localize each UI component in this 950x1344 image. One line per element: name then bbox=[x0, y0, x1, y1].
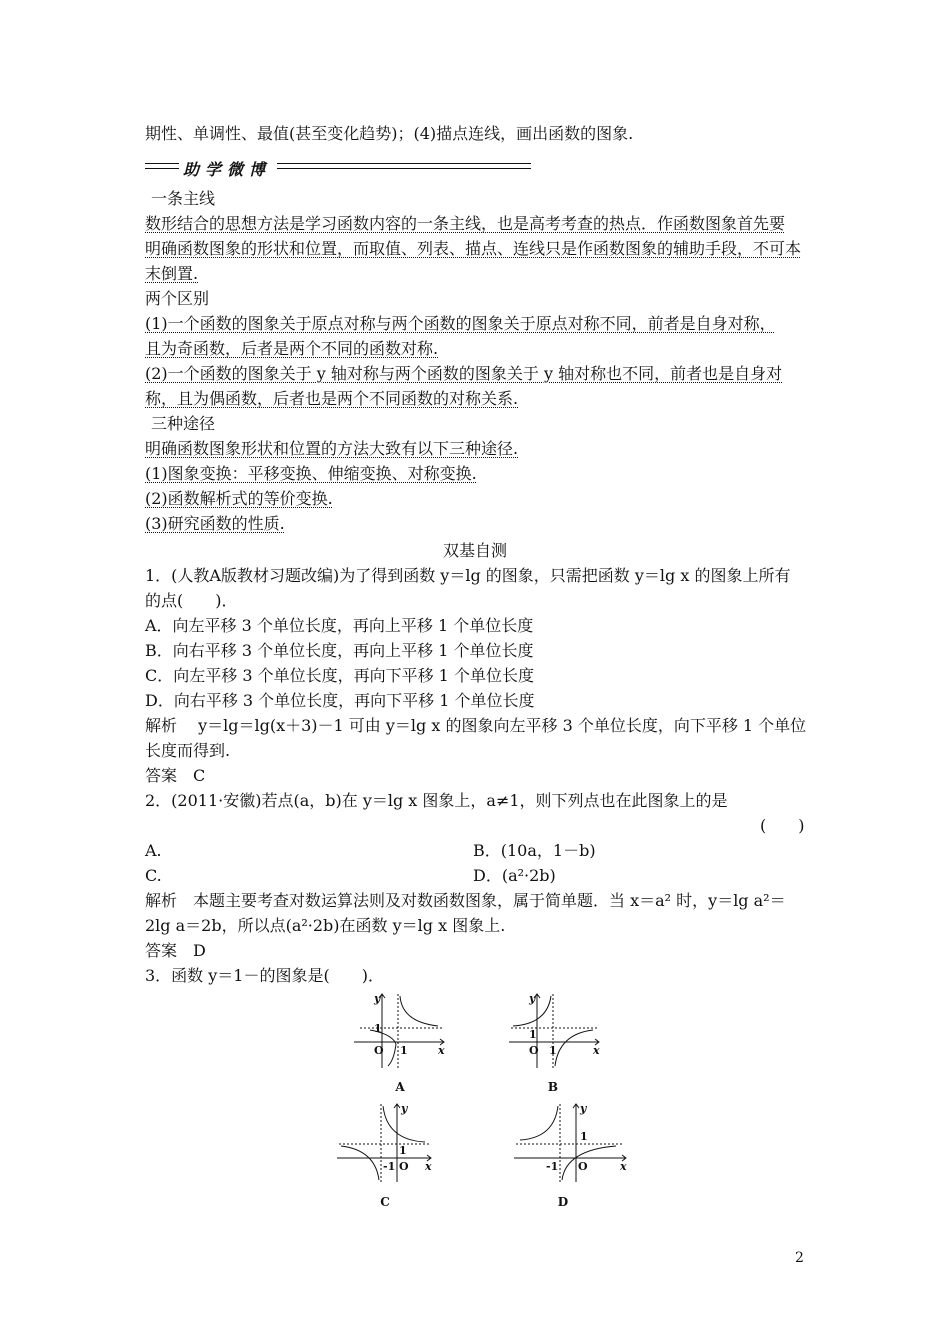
banner bbox=[145, 156, 531, 178]
graph-b-y-label: y bbox=[529, 992, 536, 1005]
main-line-text: 数形结合的思想方法是学习函数内容的一条主线，也是高考考查的热点．作函数图象首先要 bbox=[145, 214, 786, 233]
graph-a-y-label: y bbox=[374, 992, 381, 1005]
q2-option-d: D．(a²·2b) bbox=[473, 866, 556, 885]
banner-title: 助学微博 bbox=[183, 160, 272, 179]
graph-a-x-label: x bbox=[438, 1044, 445, 1057]
q1-solution: 长度而得到. bbox=[145, 741, 231, 760]
q2-paren: ( ) bbox=[760, 816, 805, 835]
q1-option-d: D．向右平移 3 个单位长度，再向下平移 1 个单位长度 bbox=[145, 691, 535, 710]
three-ways-text: (3)研究函数的性质. bbox=[145, 514, 285, 533]
graph-d-origin: O bbox=[578, 1160, 588, 1173]
two-diffs-text: 且为奇函数，后者是两个不同的函数对称. bbox=[145, 339, 439, 358]
graph-d-y-label: y bbox=[580, 1102, 587, 1115]
graph-a-origin: O bbox=[374, 1044, 384, 1057]
graph-a bbox=[350, 990, 450, 1070]
graph-b-origin: O bbox=[529, 1044, 539, 1057]
q1-option-c: C．向左平移 3 个单位长度，再向下平移 1 个单位长度 bbox=[145, 666, 534, 685]
graph-d-x-label: x bbox=[620, 1160, 627, 1173]
q1-option-a: A．向左平移 3 个单位长度，再向上平移 1 个单位长度 bbox=[145, 616, 534, 635]
graph-c-x-label: x bbox=[425, 1160, 432, 1173]
two-diffs-text: (1)一个函数的图象关于原点对称与两个函数的图象关于原点对称不同，前者是自身对称， bbox=[145, 314, 776, 333]
main-line-heading: 一条主线 bbox=[151, 189, 216, 208]
graph-d-label: D bbox=[557, 1195, 569, 1209]
q2-option-b: B．(10a，1－b) bbox=[473, 841, 596, 860]
three-ways-text: (1)图象变换：平移变换、伸缩变换、对称变换. bbox=[145, 464, 477, 483]
graph-a-one-x: 1 bbox=[400, 1044, 408, 1057]
graph-c-one: 1 bbox=[399, 1144, 407, 1157]
q2-option-a: A. bbox=[145, 841, 162, 860]
graph-b-one-x: 1 bbox=[549, 1044, 557, 1057]
q2-option-c: C. bbox=[145, 866, 162, 885]
two-diffs-text: (2)一个函数的图象关于 y 轴对称与两个函数的图象关于 y 轴对称也不同，前者也是自身对 bbox=[145, 364, 783, 383]
q2-answer: 答案 D bbox=[145, 941, 206, 960]
graph-c-y-label: y bbox=[401, 1102, 408, 1115]
graph-d bbox=[512, 1100, 632, 1184]
graph-c-neg-one: -1 bbox=[383, 1160, 396, 1173]
three-ways-text: 明确函数图象形状和位置的方法大致有以下三种途径. bbox=[145, 439, 519, 458]
page-number: 2 bbox=[795, 1250, 804, 1266]
graph-b bbox=[505, 990, 605, 1070]
q1-answer: 答案 C bbox=[145, 766, 206, 785]
q1-solution: 解析 y＝lg＝lg(x＋3)－1 可由 y＝lg x 的图象向左平移 3 个单位长度，向下平移 1 个单位 bbox=[145, 716, 807, 735]
graph-b-one: 1 bbox=[529, 1028, 537, 1041]
two-diffs-heading: 两个区别 bbox=[145, 289, 210, 308]
main-line-text: 明确函数图象的形状和位置，而取值、列表、描点、连线只是作函数图象的辅助手段，不可本 bbox=[145, 239, 802, 258]
q1-option-b: B．向右平移 3 个单位长度，再向上平移 1 个单位长度 bbox=[145, 641, 534, 660]
graph-d-neg-one: -1 bbox=[546, 1160, 559, 1173]
q2-solution: 2lg a＝2b，所以点(a²·2b)在函数 y＝lg x 图象上. bbox=[145, 916, 506, 935]
graph-d-one: 1 bbox=[580, 1130, 588, 1143]
graph-a-label: A bbox=[395, 1080, 405, 1094]
section-title: 双基自测 bbox=[442, 541, 507, 560]
q2-solution: 解析 本题主要考查对数运算法则及对数函数图象，属于简单题．当 x＝a² 时，y＝lg a²＝ bbox=[145, 891, 786, 910]
graph-c-label: C bbox=[380, 1195, 390, 1209]
q1-stem: 的点( )． bbox=[145, 591, 238, 610]
three-ways-heading: 三种途径 bbox=[151, 414, 216, 433]
graph-b-label: B bbox=[547, 1080, 559, 1094]
graph-b-x-label: x bbox=[593, 1044, 600, 1057]
main-line-text: 末倒置. bbox=[145, 264, 199, 283]
q1-stem: 1．(人教A版教材习题改编)为了得到函数 y＝lg 的图象，只需把函数 y＝lg x 的图象上所有 bbox=[145, 566, 791, 585]
three-ways-text: (2)函数解析式的等价变换. bbox=[145, 489, 333, 508]
graph-a-one: 1 bbox=[374, 1022, 382, 1035]
two-diffs-text: 称，且为偶函数，后者也是两个不同函数的对称关系. bbox=[145, 389, 519, 408]
intro-line: 期性、单调性、最值(甚至变化趋势)；(4)描点连线，画出函数的图象. bbox=[145, 124, 634, 143]
q2-stem: 2．(2011·安徽)若点(a，b)在 y＝lg x 图象上，a≠1，则下列点也在此图象上的是 bbox=[145, 791, 728, 810]
q3-stem: 3．函数 y＝1－的图象是( )． bbox=[145, 966, 384, 985]
graph-c-origin: O bbox=[399, 1160, 409, 1173]
graph-c bbox=[335, 1100, 435, 1184]
